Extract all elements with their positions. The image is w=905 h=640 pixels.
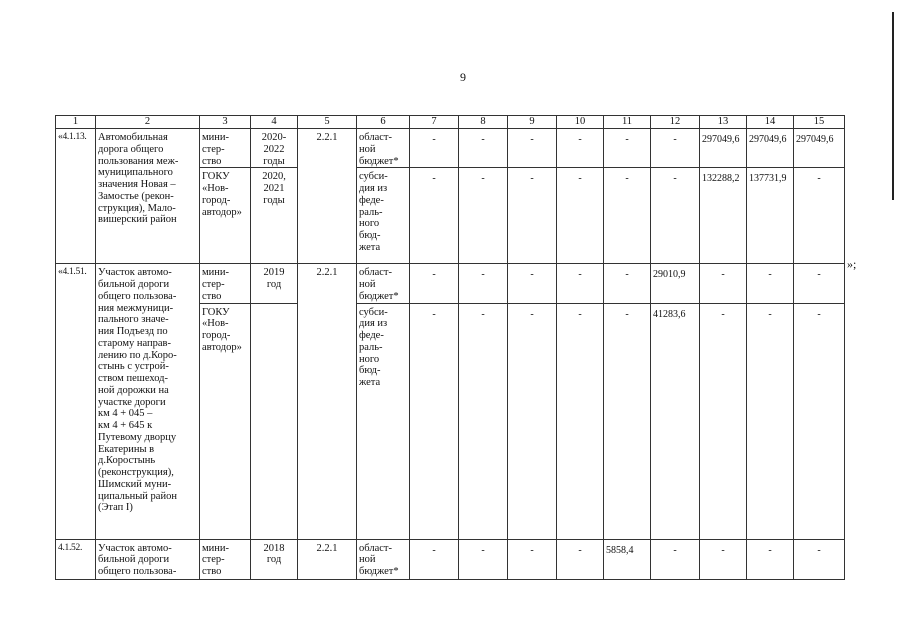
margin-rule	[892, 12, 894, 200]
table-row	[56, 539, 845, 579]
object-name-line: ной дорожки на	[98, 384, 169, 396]
funding-source-line: ной	[359, 554, 376, 566]
object-name-line: Замостье (рекон-	[98, 190, 174, 202]
funding-source-line: област-	[359, 542, 392, 554]
amount-cell: 29010,9	[651, 264, 700, 303]
amount-cell: -	[557, 303, 604, 539]
column-number: 10	[557, 116, 604, 129]
amount-cell: -	[604, 264, 651, 303]
amount-cell: 297049,6	[747, 129, 794, 168]
column-number: 2	[96, 116, 200, 129]
executor-line: ство	[202, 155, 222, 167]
amount-cell: -	[557, 539, 604, 579]
executor-line: автодор»	[202, 341, 242, 353]
years-line: годы	[263, 155, 285, 167]
amount-cell: -	[557, 168, 604, 264]
amount-cell: -	[604, 303, 651, 539]
funding-source-line: бюджет*	[359, 155, 399, 167]
funding-source	[357, 168, 410, 264]
column-number: 3	[200, 116, 251, 129]
row-code: «4.1.51.	[56, 264, 96, 539]
funding-source-line: ного	[359, 353, 380, 365]
executor-line: ГОКУ	[202, 171, 230, 183]
object-name-line: общего пользова-	[98, 290, 177, 302]
object-name-line: Путевому дворцу	[98, 431, 177, 443]
funding-source-line: ной	[359, 279, 376, 290]
funding-source-line: субси-	[359, 171, 388, 183]
target-indicator: 2.2.1	[298, 129, 357, 264]
object-name-line: Екатерины в	[98, 443, 155, 455]
funding-source	[357, 264, 410, 303]
amount-cell: -	[508, 168, 557, 264]
years	[251, 303, 298, 539]
column-number: 14	[747, 116, 794, 129]
object-name-line: Участок автомо-	[98, 542, 172, 554]
target-indicator: 2.2.1	[298, 539, 357, 579]
table-row	[56, 264, 845, 303]
amount-cell: -	[651, 129, 700, 168]
amount-cell: -	[508, 264, 557, 303]
amount-cell: 41283,6	[651, 303, 700, 539]
page-number: 9	[460, 70, 466, 84]
object-name-line: струкция), Мало-	[98, 202, 176, 214]
object-name-line: муниципального	[98, 167, 173, 179]
years	[251, 264, 298, 303]
funding-source-line: жета	[359, 377, 381, 388]
column-number: 4	[251, 116, 298, 129]
amount-cell: -	[747, 539, 794, 579]
executor	[200, 539, 251, 579]
row-code: «4.1.13.	[56, 129, 96, 264]
column-number: 7	[410, 116, 459, 129]
amount-cell: 297049,6	[794, 129, 845, 168]
years	[251, 539, 298, 579]
amount-cell: -	[557, 264, 604, 303]
funding-source-line: феде-	[359, 330, 384, 341]
column-number: 13	[700, 116, 747, 129]
amount-cell: -	[651, 539, 700, 579]
amount-cell: -	[747, 303, 794, 539]
object-name-line: (Этап I)	[98, 502, 133, 514]
funding-source	[357, 129, 410, 168]
amount-cell: -	[794, 303, 845, 539]
funding-source-line: бюд-	[359, 230, 381, 241]
object-name-line: Шимский муни-	[98, 478, 172, 490]
object-name-line: лению по д.Коро-	[98, 349, 177, 361]
object-name-line: Автомобильная	[98, 132, 168, 143]
executor-line: мини-	[202, 542, 229, 554]
amount-cell: -	[700, 303, 747, 539]
executor-line: ГОКУ	[202, 306, 230, 318]
funding-source	[357, 539, 410, 579]
object-name-line: бильной дороги	[98, 554, 170, 566]
amount-cell: -	[410, 303, 459, 539]
executor-line: «Нов-	[202, 183, 229, 194]
object-name-line: км 4 + 645 к	[98, 420, 153, 431]
object-name	[96, 264, 200, 539]
funding-source-line: жета	[359, 241, 381, 253]
executor-line: мини-	[202, 267, 229, 279]
column-number: 9	[508, 116, 557, 129]
executor-line: автодор»	[202, 206, 242, 218]
object-name-line: пального значе-	[98, 314, 169, 326]
object-name-line: значения Новая –	[98, 179, 176, 190]
executor-line: ство	[202, 290, 222, 302]
amount-cell: -	[604, 129, 651, 168]
funding-source-line: феде-	[359, 194, 384, 206]
amount-cell: -	[794, 264, 845, 303]
amount-cell: -	[459, 168, 508, 264]
amount-cell: -	[794, 539, 845, 579]
object-name	[96, 129, 200, 264]
amount-cell: -	[410, 539, 459, 579]
funding-source-line: област-	[359, 267, 392, 279]
amount-cell: -	[459, 539, 508, 579]
executor-line: город-	[202, 330, 231, 341]
years-line: 2020-	[261, 132, 287, 143]
executor-line: мини-	[202, 132, 229, 143]
amount-cell: -	[459, 264, 508, 303]
funding-source-line: раль-	[359, 206, 383, 218]
object-name-line: дорога общего	[98, 143, 164, 155]
years-line: 2018	[263, 542, 285, 554]
amount-cell: 297049,6	[700, 129, 747, 168]
amount-cell: -	[604, 168, 651, 264]
years	[251, 168, 298, 264]
funding-source-line: раль-	[359, 341, 383, 353]
amount-cell: -	[508, 129, 557, 168]
amount-cell: 132288,2	[700, 168, 747, 264]
object-name-line: стынь с устрой-	[98, 361, 169, 373]
amount-cell: -	[747, 264, 794, 303]
program-table	[55, 115, 845, 580]
years	[251, 129, 298, 168]
amount-cell: 5858,4	[604, 539, 651, 579]
executor-line: стер-	[202, 554, 225, 566]
amount-cell: -	[410, 129, 459, 168]
amount-cell: -	[459, 129, 508, 168]
table-row	[56, 129, 845, 168]
object-name-line: (реконструкция),	[98, 467, 174, 478]
executor	[200, 303, 251, 539]
amount-cell: -	[700, 539, 747, 579]
object-name-line: ством пешеход-	[98, 373, 168, 384]
amount-cell: -	[410, 264, 459, 303]
executor-line: стер-	[202, 143, 225, 155]
amount-cell: -	[651, 168, 700, 264]
executor-line: стер-	[202, 279, 225, 290]
object-name-line: км 4 + 045 –	[98, 408, 153, 420]
years-line: 2021	[263, 183, 285, 194]
executor	[200, 168, 251, 264]
column-number: 15	[794, 116, 845, 129]
object-name-line: общего пользова-	[98, 566, 177, 577]
column-number: 5	[298, 116, 357, 129]
years-line: год	[266, 554, 282, 566]
object-name-line: ципальный район	[98, 490, 177, 502]
amount-cell: -	[794, 168, 845, 264]
funding-source-line: бюджет*	[359, 566, 399, 577]
executor	[200, 129, 251, 168]
funding-source-line: бюджет*	[359, 290, 399, 302]
executor-line: город-	[202, 194, 231, 206]
closing-quote-mark: »;	[847, 257, 857, 271]
object-name-line: Участок автомо-	[98, 267, 172, 279]
amount-cell: -	[508, 539, 557, 579]
amount-cell: -	[557, 129, 604, 168]
column-number: 8	[459, 116, 508, 129]
years-line: 2020,	[262, 171, 286, 183]
row-code: 4.1.52.	[56, 539, 96, 579]
object-name-line: пользования меж-	[98, 155, 179, 167]
funding-source-line: бюд-	[359, 365, 381, 377]
object-name-line: старому направ-	[98, 337, 171, 349]
object-name-line: ния межмуници-	[98, 302, 174, 314]
amount-cell: -	[459, 303, 508, 539]
object-name-line: д.Коростынь	[98, 455, 156, 467]
executor-line: «Нов-	[202, 318, 229, 330]
funding-source-line: дия из	[359, 318, 388, 330]
funding-source	[357, 303, 410, 539]
column-number: 1	[56, 116, 96, 129]
years-line: годы	[263, 194, 285, 206]
executor	[200, 264, 251, 303]
years-line: 2019	[263, 267, 285, 279]
target-indicator: 2.2.1	[298, 264, 357, 539]
amount-cell: -	[508, 303, 557, 539]
object-name-line: ния Подъезд по	[98, 326, 168, 337]
column-number: 6	[357, 116, 410, 129]
years-line: 2022	[263, 143, 285, 155]
object-name	[96, 539, 200, 579]
column-number: 11	[604, 116, 651, 129]
funding-source-line: ной	[359, 143, 376, 155]
executor-line: ство	[202, 566, 222, 577]
amount-cell: -	[700, 264, 747, 303]
funding-source-line: ного	[359, 218, 380, 230]
funding-source-line: област-	[359, 132, 392, 143]
amount-cell: 137731,9	[747, 168, 794, 264]
column-number: 12	[651, 116, 700, 129]
object-name-line: бильной дороги	[98, 279, 170, 290]
amount-cell: -	[410, 168, 459, 264]
funding-source-line: дия из	[359, 183, 388, 194]
object-name-line: вишерский район	[98, 214, 177, 226]
years-line: год	[266, 279, 282, 290]
funding-source-line: субси-	[359, 306, 388, 318]
object-name-line: участке дороги	[98, 396, 166, 408]
header-row	[56, 116, 845, 129]
